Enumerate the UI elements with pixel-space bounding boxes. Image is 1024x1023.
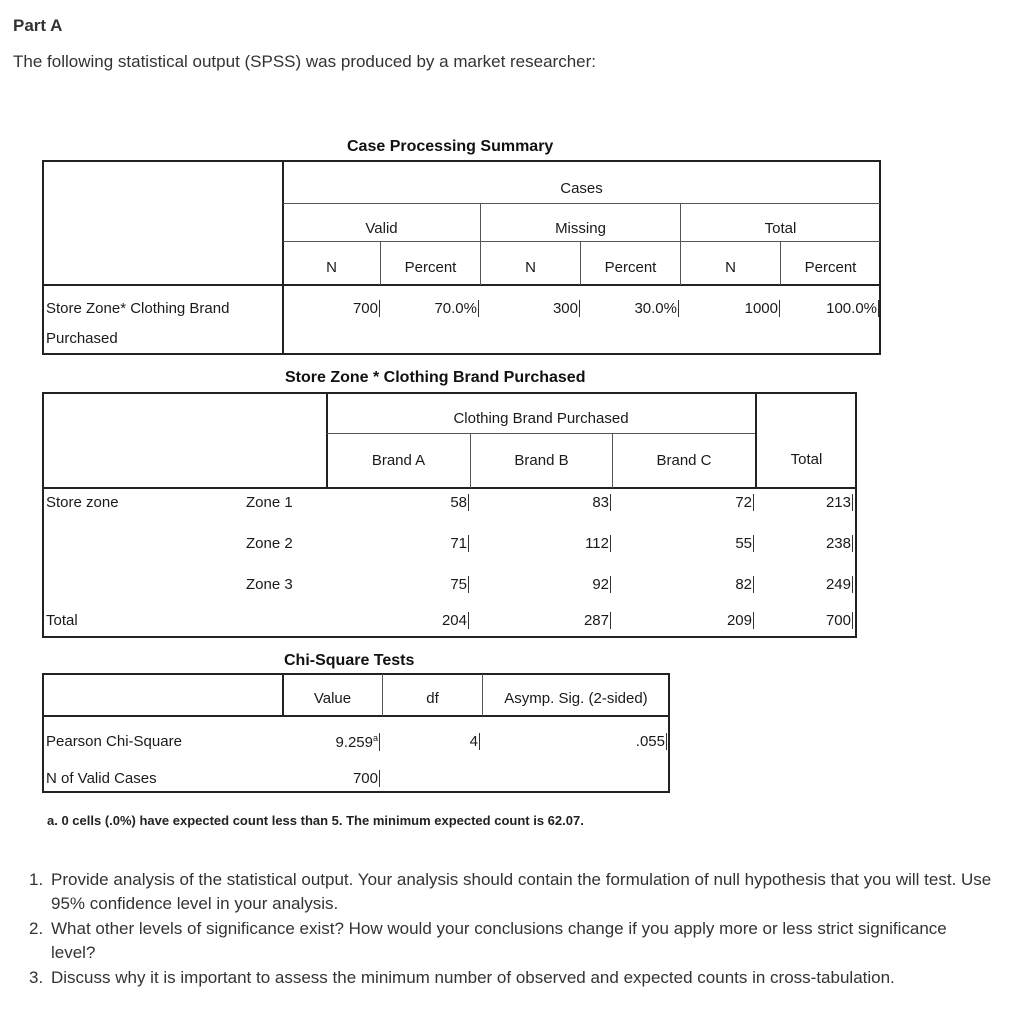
zone-1-brand-c: 72 [680, 494, 754, 511]
chi-square-footnote: a. 0 cells (.0%) have expected count less than 5. The minimum expected count is 62.07. [47, 813, 584, 828]
subheader-percent: Percent [804, 259, 857, 276]
intro-text: The following statistical output (SPSS) was produced by a market researcher: [13, 52, 596, 71]
header-asymp-sig: Asymp. Sig. (2-sided) [504, 690, 648, 707]
subheader-n: N [525, 259, 536, 276]
question-number: 1. [29, 870, 44, 889]
question-number: 2. [29, 919, 44, 938]
total-row-label: Total [46, 612, 78, 629]
question-number: 3. [29, 968, 44, 987]
total-grand: 700 [790, 612, 853, 629]
crosstab-section [0, 360, 1024, 640]
n-valid-label: N of Valid Cases [46, 770, 157, 787]
cases-header: Cases [560, 180, 603, 197]
zone-1-label: Zone 1 [246, 494, 293, 511]
column-brand-c: Brand C [656, 452, 712, 469]
subheader-n: N [725, 259, 736, 276]
zone-2-total: 238 [790, 535, 853, 552]
zone-2-brand-b: 112 [540, 535, 611, 552]
question-text: Provide analysis of the statistical output. Your analysis should contain the formulation of null hypothesis that you will test. Use 95% confidence level in your analysis. [51, 870, 992, 913]
row-label-store-zone-brand: Store Zone* Clothing Brand [46, 300, 230, 317]
questions-list [22, 868, 992, 991]
zone-3-brand-c: 82 [680, 576, 754, 593]
question-text: Discuss why it is important to assess the minimum number of observed and expected counts in cross-tabulation. [51, 968, 895, 987]
pearson-value-number: 9.259 [335, 734, 373, 751]
header-value: Value [313, 690, 352, 707]
row-label-purchased: Purchased [46, 330, 118, 347]
column-brand-a: Brand A [371, 452, 426, 469]
zone-2-label: Zone 2 [246, 535, 293, 552]
subheader-percent: Percent [404, 259, 457, 276]
total-percent-value: 100.0% [795, 300, 879, 317]
missing-n-value: 300 [500, 300, 580, 317]
zone-1-total: 213 [790, 494, 853, 511]
question-3 [22, 966, 992, 990]
pearson-sig: .055 [600, 733, 667, 750]
total-brand-b: 287 [540, 612, 611, 629]
pearson-df: 4 [420, 733, 480, 750]
zone-1-brand-a: 58 [400, 494, 469, 511]
part-title: Part A [13, 16, 63, 35]
question-text: What other levels of significance exist? How would your conclusions change if you apply more or less strict significance level? [51, 919, 947, 962]
group-header-missing: Missing [555, 220, 606, 237]
chi-square-section [0, 640, 1024, 840]
case-processing-summary [0, 0, 1024, 360]
zone-1-brand-b: 83 [540, 494, 611, 511]
column-total: Total [790, 451, 823, 468]
column-brand-b: Brand B [514, 452, 569, 469]
row-group-store-zone: Store zone [46, 494, 119, 511]
question-1 [22, 868, 992, 916]
valid-percent-value: 70.0% [395, 300, 479, 317]
total-brand-a: 204 [400, 612, 469, 629]
zone-3-brand-b: 92 [540, 576, 611, 593]
group-header-total: Total [764, 220, 797, 237]
crosstab-title: Store Zone * Clothing Brand Purchased [285, 369, 586, 386]
subheader-n: N [326, 259, 337, 276]
subheader-percent: Percent [604, 259, 657, 276]
pearson-label: Pearson Chi-Square [46, 733, 182, 750]
missing-percent-value: 30.0% [595, 300, 679, 317]
zone-2-brand-c: 55 [680, 535, 754, 552]
question-2 [22, 917, 992, 965]
pearson-value [310, 733, 380, 751]
n-valid-value: 700 [330, 770, 380, 787]
total-n-value: 1000 [700, 300, 780, 317]
total-brand-c: 209 [680, 612, 754, 629]
brand-group-header: Clothing Brand Purchased [453, 410, 629, 427]
header-df: df [426, 690, 439, 707]
crosstab-table [42, 392, 857, 638]
zone-2-brand-a: 71 [400, 535, 469, 552]
zone-3-label: Zone 3 [246, 576, 293, 593]
case-summary-title: Case Processing Summary [347, 138, 554, 155]
zone-3-total: 249 [790, 576, 853, 593]
valid-n-value: 700 [300, 300, 380, 317]
pearson-value-footnote-mark: a [372, 733, 378, 743]
chi-square-title: Chi-Square Tests [284, 652, 415, 669]
group-header-valid: Valid [365, 220, 398, 237]
zone-3-brand-a: 75 [400, 576, 469, 593]
